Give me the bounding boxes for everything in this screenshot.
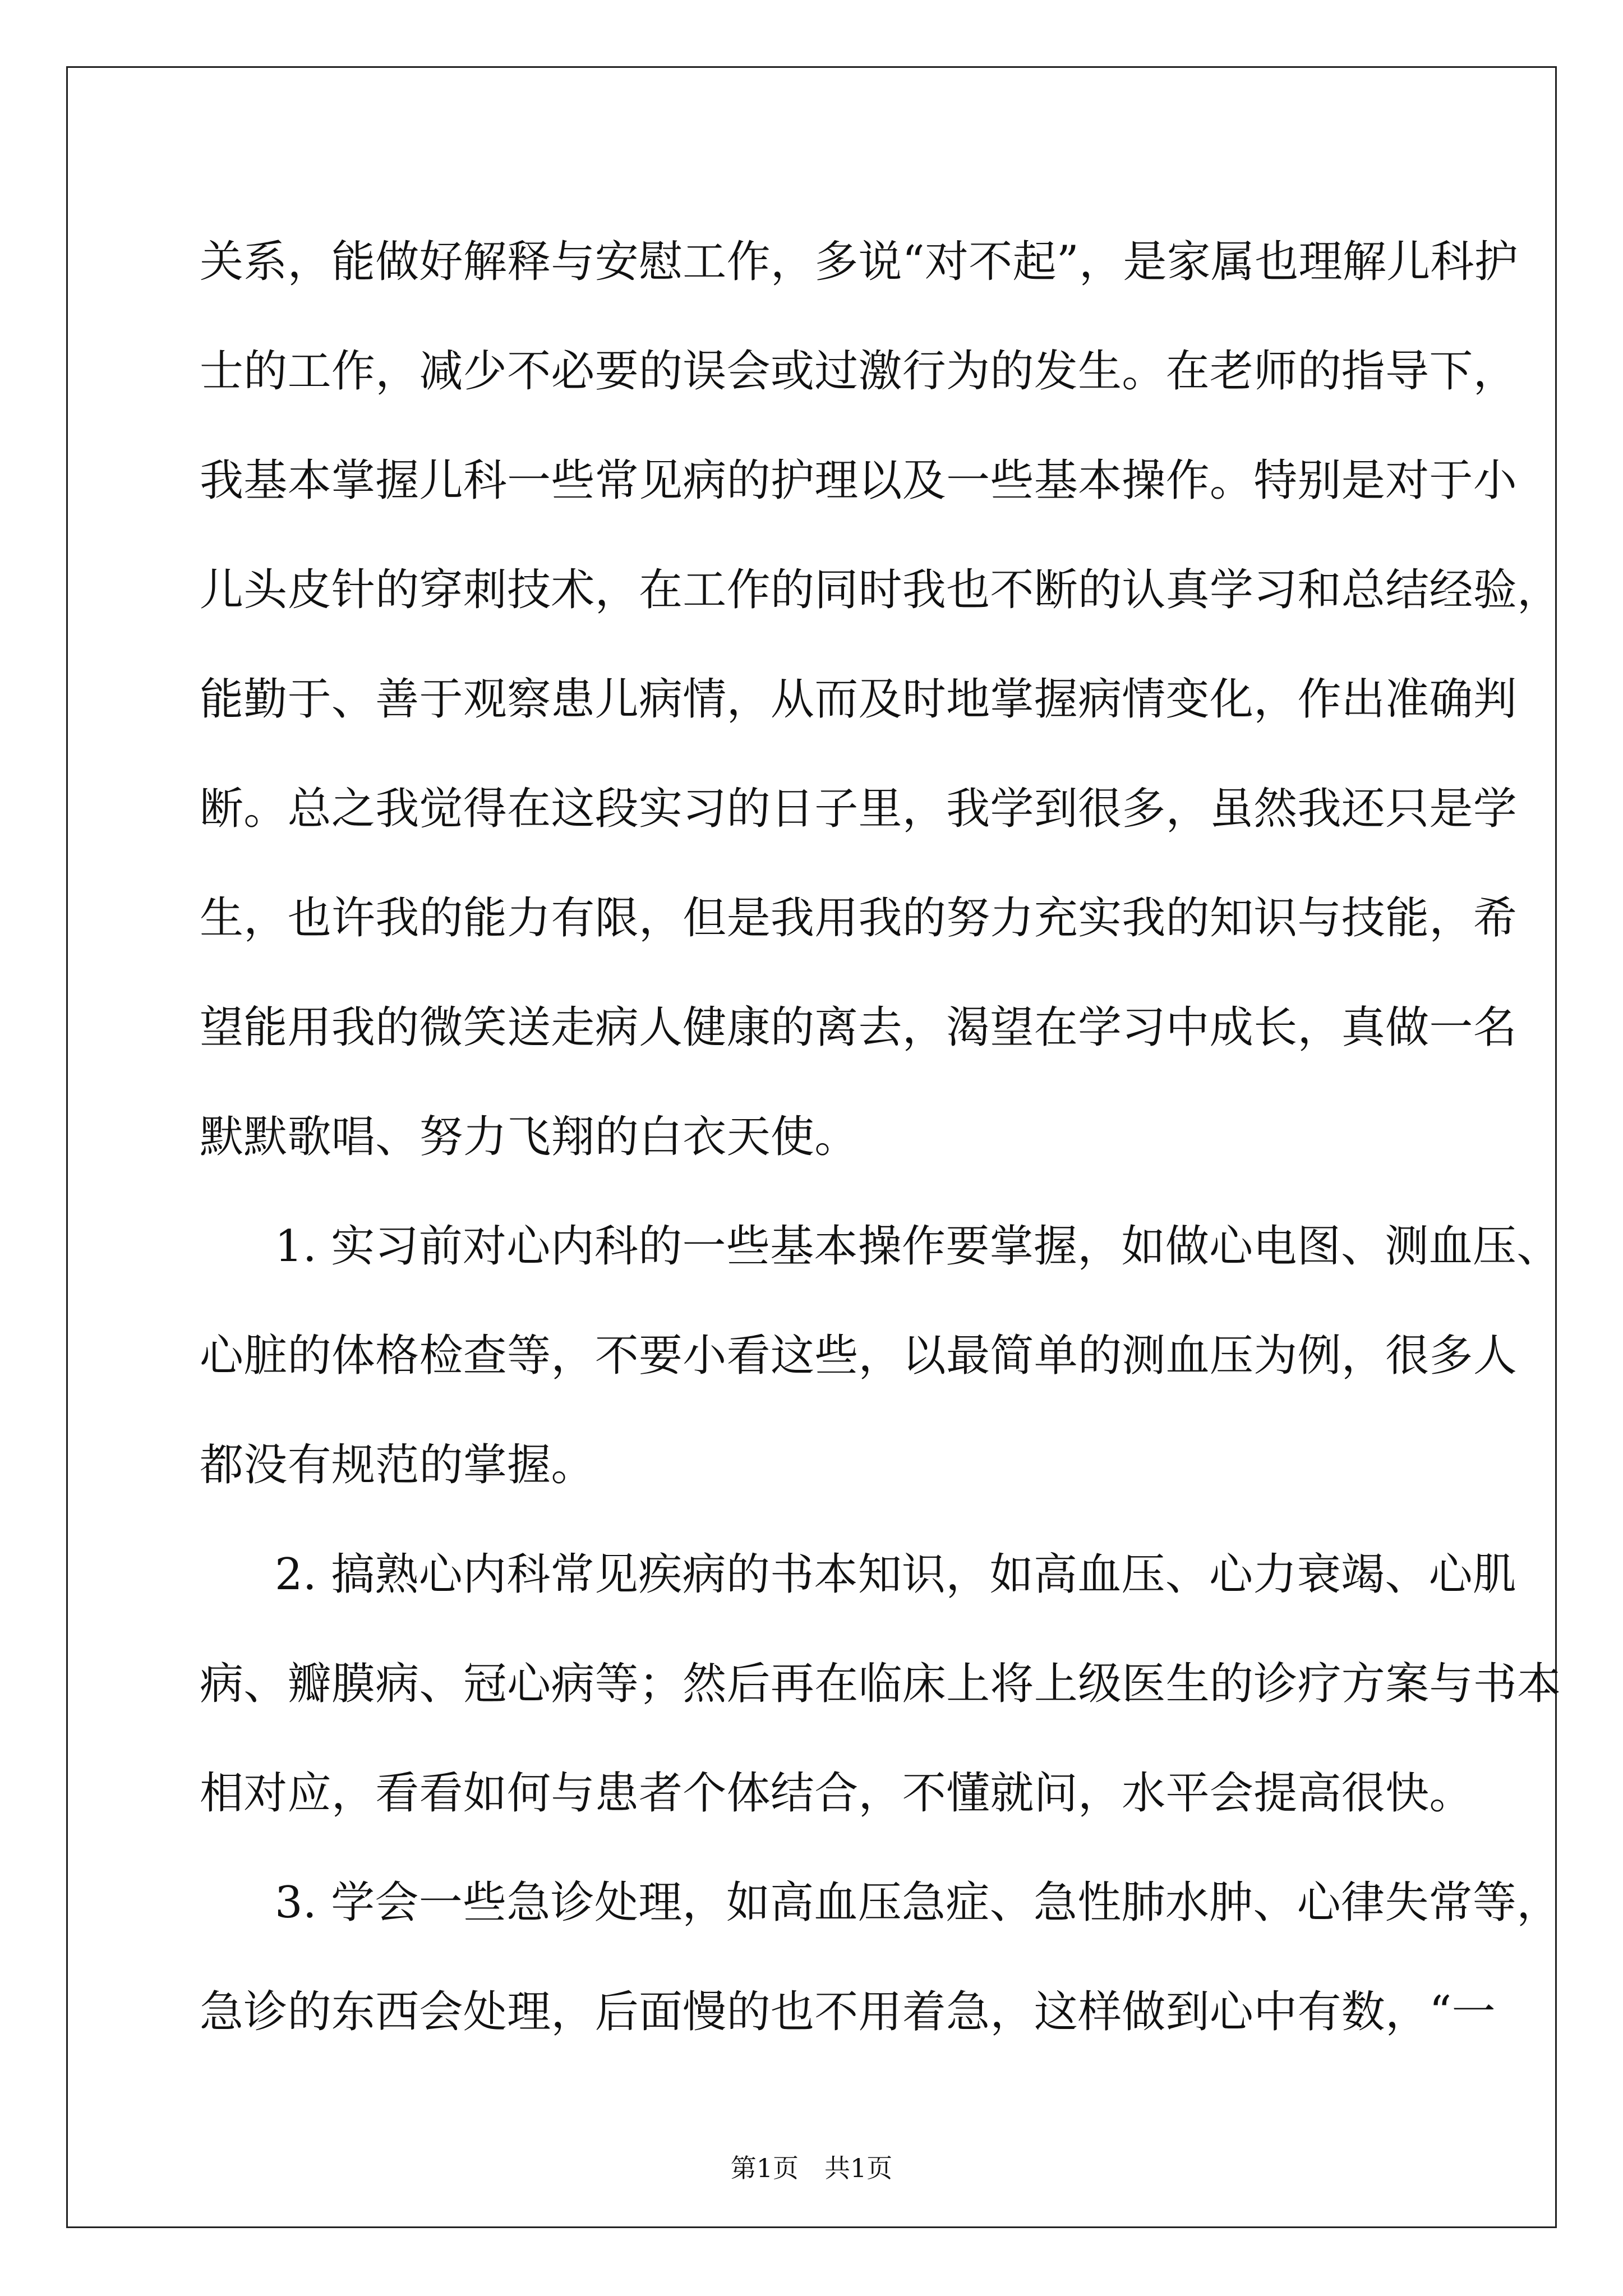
text-line: 3. 学会一些急诊处理，如高血压急症、急性肺水肿、心律失常等， [275, 1878, 1561, 1928]
text-line: 心脏的体格检查等，不要小看这些，以最简单的测血压为例，很多人 [200, 1331, 1518, 1381]
text-line: 1. 实习前对心内科的一些基本操作要掌握，如做心电图、测血压、 [275, 1221, 1561, 1272]
text-line: 相对应，看看如何与患者个体结合，不懂就问，水平会提高很快。 [200, 1768, 1473, 1819]
text-line: 我基本掌握儿科一些常见病的护理以及一些基本操作。特别是对于小 [200, 455, 1518, 506]
text-line: 病、瓣膜病、冠心病等；然后再在临床上将上级医生的诊疗方案与书本 [200, 1659, 1561, 1709]
document-body [200, 208, 1561, 2067]
text-line: 默默歌唱、努力飞翔的白衣天使。 [200, 1112, 859, 1162]
text-line: 儿头皮针的穿刺技术，在工作的同时我也不断的认真学习和总结经验， [200, 565, 1561, 615]
paragraph [200, 1192, 1561, 1520]
text-line: 能勤于、善于观察患儿病情，从而及时地掌握病情变化，作出准确判 [200, 674, 1518, 725]
paragraph [200, 208, 1561, 1192]
text-line: 士的工作，减少不必要的误会或过激行为的发生。在老师的指导下， [200, 346, 1518, 397]
paragraph [200, 1848, 1561, 2067]
page-footer [0, 2151, 1623, 2185]
page-number-label: 第1页 共1页 [730, 2153, 893, 2183]
text-line: 都没有规范的掌握。 [200, 1440, 595, 1490]
text-line: 生，也许我的能力有限，但是我用我的努力充实我的知识与技能，希 [200, 893, 1518, 944]
text-line: 2. 搞熟心内科常见疾病的书本知识，如高血压、心力衰竭、心肌 [275, 1549, 1517, 1600]
paragraph [200, 1520, 1561, 1848]
text-line: 急诊的东西会处理，后面慢的也不用着急，这样做到心中有数，“一 [200, 1987, 1496, 2037]
text-line: 关系，能做好解释与安慰工作，多说“对不起”，是家属也理解儿科护 [200, 237, 1519, 287]
text-line: 断。总之我觉得在这段实习的日子里，我学到很多，虽然我还只是学 [200, 784, 1518, 834]
text-line: 望能用我的微笑送走病人健康的离去，渴望在学习中成长，真做一名 [200, 1002, 1518, 1053]
